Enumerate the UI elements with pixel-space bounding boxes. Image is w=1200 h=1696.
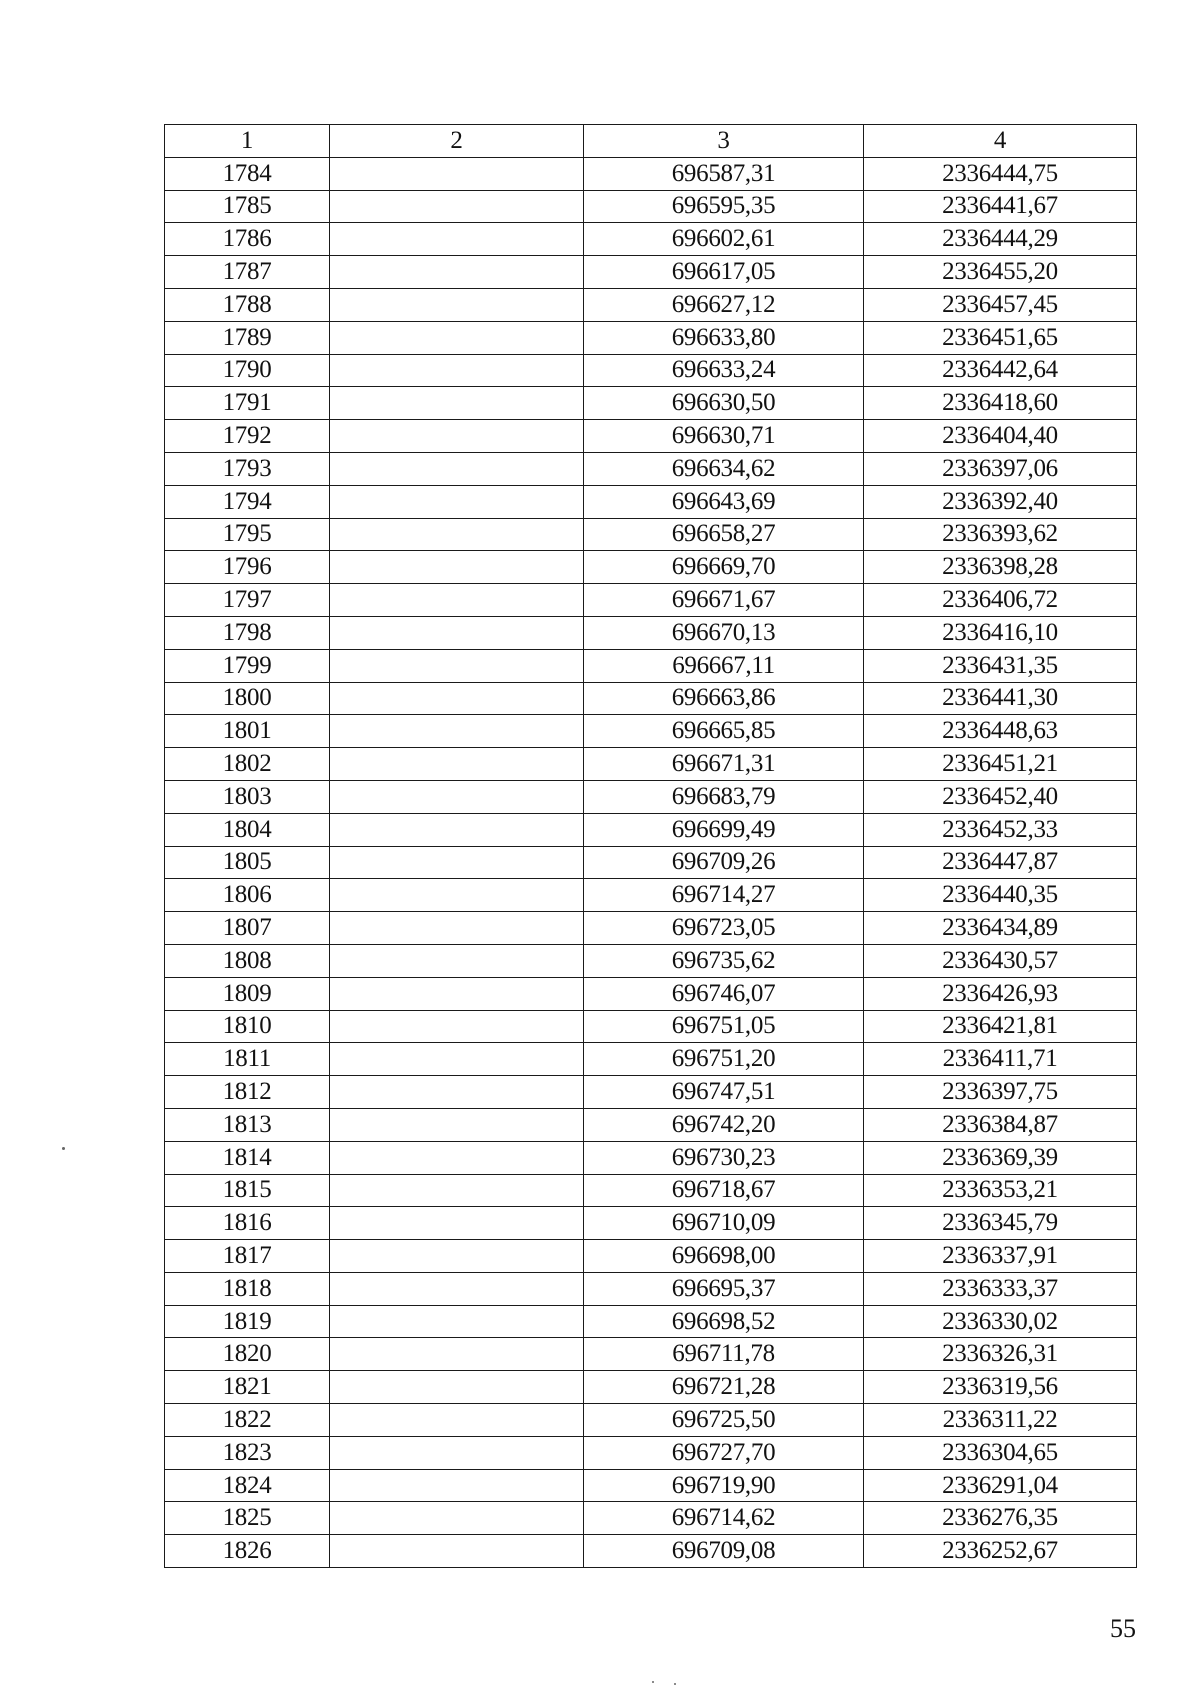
empty-cell <box>330 1207 584 1240</box>
point-number-cell: 1791 <box>165 387 330 420</box>
point-number-cell: 1802 <box>165 748 330 781</box>
point-number-cell: 1800 <box>165 682 330 715</box>
x-coordinate-cell: 696633,80 <box>584 321 864 354</box>
empty-cell <box>330 944 584 977</box>
scan-speck <box>62 1147 65 1150</box>
empty-cell <box>330 321 584 354</box>
y-coordinate-cell: 2336418,60 <box>864 387 1137 420</box>
page-number: 55 <box>1110 1614 1136 1643</box>
x-coordinate-cell: 696617,05 <box>584 256 864 289</box>
empty-cell <box>330 420 584 453</box>
point-number-cell: 1817 <box>165 1240 330 1273</box>
point-number-cell: 1793 <box>165 452 330 485</box>
x-coordinate-cell: 696718,67 <box>584 1174 864 1207</box>
table-row <box>165 1371 1137 1404</box>
table-row <box>165 977 1137 1010</box>
x-coordinate-cell: 696735,62 <box>584 944 864 977</box>
y-coordinate-cell: 2336397,75 <box>864 1076 1137 1109</box>
empty-cell <box>330 1174 584 1207</box>
empty-cell <box>330 1010 584 1043</box>
y-coordinate-cell: 2336447,87 <box>864 846 1137 879</box>
empty-cell <box>330 1240 584 1273</box>
point-number-cell: 1799 <box>165 649 330 682</box>
table-row <box>165 879 1137 912</box>
point-number-cell: 1822 <box>165 1404 330 1437</box>
table-row <box>165 616 1137 649</box>
table-row <box>165 1338 1137 1371</box>
x-coordinate-cell: 696711,78 <box>584 1338 864 1371</box>
empty-cell <box>330 1535 584 1568</box>
y-coordinate-cell: 2336398,28 <box>864 551 1137 584</box>
point-number-cell: 1818 <box>165 1272 330 1305</box>
y-coordinate-cell: 2336353,21 <box>864 1174 1137 1207</box>
table-row <box>165 354 1137 387</box>
x-coordinate-cell: 696730,23 <box>584 1141 864 1174</box>
y-coordinate-cell: 2336393,62 <box>864 518 1137 551</box>
y-coordinate-cell: 2336416,10 <box>864 616 1137 649</box>
x-coordinate-cell: 696709,26 <box>584 846 864 879</box>
empty-cell <box>330 452 584 485</box>
y-coordinate-cell: 2336252,67 <box>864 1535 1137 1568</box>
empty-cell <box>330 1502 584 1535</box>
y-coordinate-cell: 2336421,81 <box>864 1010 1137 1043</box>
point-number-cell: 1825 <box>165 1502 330 1535</box>
y-coordinate-cell: 2336345,79 <box>864 1207 1137 1240</box>
table-row <box>165 1272 1137 1305</box>
empty-cell <box>330 1436 584 1469</box>
point-number-cell: 1787 <box>165 256 330 289</box>
x-coordinate-cell: 696667,11 <box>584 649 864 682</box>
y-coordinate-cell: 2336333,37 <box>864 1272 1137 1305</box>
table-row <box>165 1404 1137 1437</box>
table-row <box>165 846 1137 879</box>
point-number-cell: 1801 <box>165 715 330 748</box>
table-row <box>165 256 1137 289</box>
x-coordinate-cell: 696665,85 <box>584 715 864 748</box>
point-number-cell: 1819 <box>165 1305 330 1338</box>
y-coordinate-cell: 2336442,64 <box>864 354 1137 387</box>
table-row <box>165 715 1137 748</box>
empty-cell <box>330 715 584 748</box>
x-coordinate-cell: 696714,62 <box>584 1502 864 1535</box>
empty-cell <box>330 977 584 1010</box>
y-coordinate-cell: 2336369,39 <box>864 1141 1137 1174</box>
x-coordinate-cell: 696671,31 <box>584 748 864 781</box>
x-coordinate-cell: 696630,50 <box>584 387 864 420</box>
x-coordinate-cell: 696710,09 <box>584 1207 864 1240</box>
empty-cell <box>330 1141 584 1174</box>
y-coordinate-cell: 2336448,63 <box>864 715 1137 748</box>
x-coordinate-cell: 696670,13 <box>584 616 864 649</box>
point-number-cell: 1816 <box>165 1207 330 1240</box>
point-number-cell: 1786 <box>165 223 330 256</box>
y-coordinate-cell: 2336304,65 <box>864 1436 1137 1469</box>
empty-cell <box>330 223 584 256</box>
x-coordinate-cell: 696669,70 <box>584 551 864 584</box>
empty-cell <box>330 912 584 945</box>
y-coordinate-cell: 2336451,65 <box>864 321 1137 354</box>
y-coordinate-cell: 2336430,57 <box>864 944 1137 977</box>
point-number-cell: 1824 <box>165 1469 330 1502</box>
x-coordinate-cell: 696658,27 <box>584 518 864 551</box>
y-coordinate-cell: 2336406,72 <box>864 584 1137 617</box>
table-row <box>165 157 1137 190</box>
empty-cell <box>330 485 584 518</box>
table-row <box>165 1535 1137 1568</box>
empty-cell <box>330 256 584 289</box>
y-coordinate-cell: 2336457,45 <box>864 288 1137 321</box>
coordinates-table <box>164 124 1137 1568</box>
empty-cell <box>330 780 584 813</box>
point-number-cell: 1813 <box>165 1108 330 1141</box>
point-number-cell: 1815 <box>165 1174 330 1207</box>
y-coordinate-cell: 2336291,04 <box>864 1469 1137 1502</box>
empty-cell <box>330 387 584 420</box>
table-row <box>165 1240 1137 1273</box>
table-row <box>165 1305 1137 1338</box>
y-coordinate-cell: 2336311,22 <box>864 1404 1137 1437</box>
table-row <box>165 912 1137 945</box>
y-coordinate-cell: 2336440,35 <box>864 879 1137 912</box>
x-coordinate-cell: 696633,24 <box>584 354 864 387</box>
table-row <box>165 420 1137 453</box>
point-number-cell: 1808 <box>165 944 330 977</box>
point-number-cell: 1811 <box>165 1043 330 1076</box>
x-coordinate-cell: 696727,70 <box>584 1436 864 1469</box>
scan-speck <box>674 1683 676 1685</box>
table-row <box>165 944 1137 977</box>
y-coordinate-cell: 2336444,29 <box>864 223 1137 256</box>
empty-cell <box>330 288 584 321</box>
point-number-cell: 1785 <box>165 190 330 223</box>
x-coordinate-cell: 696746,07 <box>584 977 864 1010</box>
x-coordinate-cell: 696634,62 <box>584 452 864 485</box>
table-row <box>165 1108 1137 1141</box>
table-row <box>165 1502 1137 1535</box>
empty-cell <box>330 1469 584 1502</box>
y-coordinate-cell: 2336452,33 <box>864 813 1137 846</box>
header-col-2: 2 <box>330 125 584 158</box>
y-coordinate-cell: 2336326,31 <box>864 1338 1137 1371</box>
table-row <box>165 288 1137 321</box>
point-number-cell: 1823 <box>165 1436 330 1469</box>
point-number-cell: 1796 <box>165 551 330 584</box>
x-coordinate-cell: 696643,69 <box>584 485 864 518</box>
empty-cell <box>330 1108 584 1141</box>
x-coordinate-cell: 696671,67 <box>584 584 864 617</box>
point-number-cell: 1821 <box>165 1371 330 1404</box>
x-coordinate-cell: 696709,08 <box>584 1535 864 1568</box>
y-coordinate-cell: 2336426,93 <box>864 977 1137 1010</box>
x-coordinate-cell: 696721,28 <box>584 1371 864 1404</box>
empty-cell <box>330 813 584 846</box>
table-row <box>165 518 1137 551</box>
point-number-cell: 1797 <box>165 584 330 617</box>
point-number-cell: 1792 <box>165 420 330 453</box>
y-coordinate-cell: 2336451,21 <box>864 748 1137 781</box>
y-coordinate-cell: 2336411,71 <box>864 1043 1137 1076</box>
header-col-3: 3 <box>584 125 864 158</box>
x-coordinate-cell: 696630,71 <box>584 420 864 453</box>
point-number-cell: 1806 <box>165 879 330 912</box>
empty-cell <box>330 190 584 223</box>
table-row <box>165 387 1137 420</box>
table-row <box>165 321 1137 354</box>
x-coordinate-cell: 696725,50 <box>584 1404 864 1437</box>
header-col-4: 4 <box>864 125 1137 158</box>
y-coordinate-cell: 2336384,87 <box>864 1108 1137 1141</box>
x-coordinate-cell: 696714,27 <box>584 879 864 912</box>
y-coordinate-cell: 2336319,56 <box>864 1371 1137 1404</box>
x-coordinate-cell: 696698,00 <box>584 1240 864 1273</box>
x-coordinate-cell: 696719,90 <box>584 1469 864 1502</box>
y-coordinate-cell: 2336276,35 <box>864 1502 1137 1535</box>
header-row <box>165 125 1137 158</box>
y-coordinate-cell: 2336455,20 <box>864 256 1137 289</box>
empty-cell <box>330 1338 584 1371</box>
y-coordinate-cell: 2336441,67 <box>864 190 1137 223</box>
empty-cell <box>330 682 584 715</box>
y-coordinate-cell: 2336444,75 <box>864 157 1137 190</box>
empty-cell <box>330 616 584 649</box>
empty-cell <box>330 1043 584 1076</box>
empty-cell <box>330 748 584 781</box>
x-coordinate-cell: 696699,49 <box>584 813 864 846</box>
empty-cell <box>330 846 584 879</box>
y-coordinate-cell: 2336434,89 <box>864 912 1137 945</box>
point-number-cell: 1804 <box>165 813 330 846</box>
table-row <box>165 1010 1137 1043</box>
table-row <box>165 551 1137 584</box>
empty-cell <box>330 584 584 617</box>
table-row <box>165 1469 1137 1502</box>
point-number-cell: 1790 <box>165 354 330 387</box>
y-coordinate-cell: 2336397,06 <box>864 452 1137 485</box>
y-coordinate-cell: 2336337,91 <box>864 1240 1137 1273</box>
x-coordinate-cell: 696602,61 <box>584 223 864 256</box>
table-row <box>165 682 1137 715</box>
y-coordinate-cell: 2336452,40 <box>864 780 1137 813</box>
y-coordinate-cell: 2336441,30 <box>864 682 1137 715</box>
x-coordinate-cell: 696683,79 <box>584 780 864 813</box>
y-coordinate-cell: 2336404,40 <box>864 420 1137 453</box>
point-number-cell: 1803 <box>165 780 330 813</box>
table-row <box>165 584 1137 617</box>
point-number-cell: 1812 <box>165 1076 330 1109</box>
table-row <box>165 1436 1137 1469</box>
x-coordinate-cell: 696695,37 <box>584 1272 864 1305</box>
header-col-1: 1 <box>165 125 330 158</box>
table-row <box>165 1141 1137 1174</box>
point-number-cell: 1798 <box>165 616 330 649</box>
x-coordinate-cell: 696587,31 <box>584 157 864 190</box>
scan-speck <box>652 1681 654 1683</box>
point-number-cell: 1794 <box>165 485 330 518</box>
table-row <box>165 813 1137 846</box>
empty-cell <box>330 1404 584 1437</box>
table-row <box>165 190 1137 223</box>
x-coordinate-cell: 696742,20 <box>584 1108 864 1141</box>
table-row <box>165 485 1137 518</box>
x-coordinate-cell: 696751,20 <box>584 1043 864 1076</box>
x-coordinate-cell: 696595,35 <box>584 190 864 223</box>
table-row <box>165 780 1137 813</box>
table-row <box>165 1043 1137 1076</box>
table-row <box>165 748 1137 781</box>
table-row <box>165 1174 1137 1207</box>
table-body <box>165 157 1137 1567</box>
table-row <box>165 1076 1137 1109</box>
empty-cell <box>330 157 584 190</box>
table-header <box>165 125 1137 158</box>
point-number-cell: 1807 <box>165 912 330 945</box>
empty-cell <box>330 649 584 682</box>
empty-cell <box>330 518 584 551</box>
y-coordinate-cell: 2336431,35 <box>864 649 1137 682</box>
point-number-cell: 1788 <box>165 288 330 321</box>
x-coordinate-cell: 696751,05 <box>584 1010 864 1043</box>
x-coordinate-cell: 696663,86 <box>584 682 864 715</box>
x-coordinate-cell: 696723,05 <box>584 912 864 945</box>
point-number-cell: 1795 <box>165 518 330 551</box>
table-row <box>165 649 1137 682</box>
y-coordinate-cell: 2336392,40 <box>864 485 1137 518</box>
x-coordinate-cell: 696627,12 <box>584 288 864 321</box>
point-number-cell: 1789 <box>165 321 330 354</box>
point-number-cell: 1784 <box>165 157 330 190</box>
y-coordinate-cell: 2336330,02 <box>864 1305 1137 1338</box>
empty-cell <box>330 1371 584 1404</box>
table-row <box>165 1207 1137 1240</box>
x-coordinate-cell: 696747,51 <box>584 1076 864 1109</box>
empty-cell <box>330 354 584 387</box>
empty-cell <box>330 1305 584 1338</box>
table-row <box>165 223 1137 256</box>
empty-cell <box>330 879 584 912</box>
x-coordinate-cell: 696698,52 <box>584 1305 864 1338</box>
empty-cell <box>330 551 584 584</box>
point-number-cell: 1810 <box>165 1010 330 1043</box>
empty-cell <box>330 1076 584 1109</box>
point-number-cell: 1814 <box>165 1141 330 1174</box>
point-number-cell: 1805 <box>165 846 330 879</box>
empty-cell <box>330 1272 584 1305</box>
point-number-cell: 1820 <box>165 1338 330 1371</box>
point-number-cell: 1826 <box>165 1535 330 1568</box>
table-row <box>165 452 1137 485</box>
point-number-cell: 1809 <box>165 977 330 1010</box>
